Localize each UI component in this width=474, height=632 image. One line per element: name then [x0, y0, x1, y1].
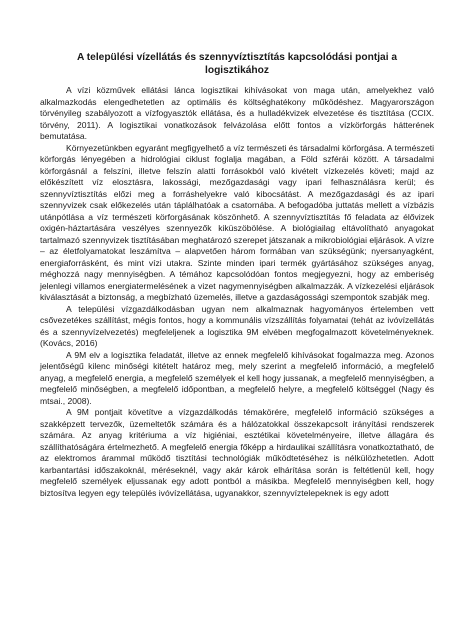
paragraph-water-cycle: Környezetünkben egyaránt megfigyelhető a víz természeti és társadalmi körforgása. A természeti körforgás lényegében a hidrológiai ciklust foglalja magában, a Föld szférái között. A társadalmi körforgásnál a felszíni, illetve felszín alatti forrásokból való kivételt vízkezelés követi; majd az előkészített víz elosztásra, lakossági, mezőgazdasági vagy ipari felhasználásra kerül; és szennyvíztisztítás előzi meg a forráshelyekre való kibocsátást. A mezőgazdasági és az ipari szennyvizek csak előkezelés után táplálhatóak a csatornába. A befogadóba juttatás mellett a vízbázis utánpótlása a víz természeti körforgásának köszönhető. A szennyvíztisztítás fő feladata az élővizek oxigén-háztartására veszélyes szennyezők kiküszöbölése. A biológiailag eltávolítható anyagokat tartalmazó szennyvizek tisztításában meghatározó szerepet játszanak a mikrobiológiai eljárások. A vízre – az életfolyamatokat leszámítva – alapvetően három formában van szükségünk; nyersanyagként, energiaforrásként, és mint vízi utakra. Szinte minden ipari termék gyártásához szükséges anyag, méghozzá nagy mennyiségben. A témához kapcsolódóan fontos megjegyezni, hogy az emberiség jelenlegi villamos energiatermelésének a vizet nagymennyiségben alkalmazzák. A vízkezelési eljárások kiválasztását a biztonság, a megbízható üzemelés, illetve a gazdaságossági szempontok szabják meg. [40, 142, 434, 302]
paragraph-9m-principle: A 9M elv a logisztika feladatát, illetve az ennek megfelelő kihívásokat fogalmazza meg. Azonos jelentőségű kilenc minőségi kitételt határoz meg, mely szerint a megfelelő információ, a megfelelő anyag, a megfelelő energia, a megfelelő személyek el kell hogy jussanak, a megfelelő mennyiségben, a megfelelő minőségben, a megfelelő időpontban, a megfelelő helyre, a megfelelő költséggel (Nagy és mtsai., 2008). [40, 349, 434, 406]
document-title: A települési vízellátás és szennyvíztisztítás kapcsolódási pontjai a logisztikához [76, 52, 398, 76]
document-body [40, 85, 434, 499]
paragraph-intro: A vízi közművek ellátási lánca logisztikai kihívásokat von maga után, amelyekhez való alkalmazkodás elengedhetetlen az optimális és költséghatékony működéshez. Magyarországon törvényileg szabályozott a vízfogyasztók ellátása, és a hulladékvizek elvezetése és tisztítása (CCIX. törvény, 2011). A logisztikai vonatkozások felvázolása előtt fontos a vízkörforgás hátterének bemutatása. [40, 85, 434, 141]
paragraph-municipal-logistics: A települési vízgazdálkodásban ugyan nem alkalmaznak hagyományos értelemben vett csővezetékes szállítást, mégis fontos, hogy a kommunális vízszállítás folyamatai (tehát az ivóvízellátás és a szennyvízelvezetés) megfeleljenek a logisztika 9M elvében megfogalmazott követelményeknek. (Kovács, 2016) [40, 303, 434, 348]
paragraph-9m-applied: A 9M pontjait követítve a vízgazdálkodás témakörére, megfelelő információ szükséges a szakképzett tervezők, üzemeltetők számára és a hálózatokkal összekapcsolt irányítási rendszerek számára. Az anyag kritériuma a víz higiéniai, esztétikai követelményeire, illetve állagára és szállíthatóságára értelmezhető. A megfelelő energia főképp a hirdaulikai szállításra vonatkoztatható, de az elektromos árammal működő tisztítási technológiák működtetéséhez is nélkülözhetetlen. Adott karbantartási időszakoknál, méréseknél, vagy akár károk elhárítása során is feltétlenül kell, hogy megfelelő személyek eljussanak egy adott pontból a másikba. Megfelelő mennyiségben kell, hogy biztosítva legyen egy település ivóvízellátása, ugyanakkor, szennyvíztelepeknek is egy adott [40, 407, 434, 498]
